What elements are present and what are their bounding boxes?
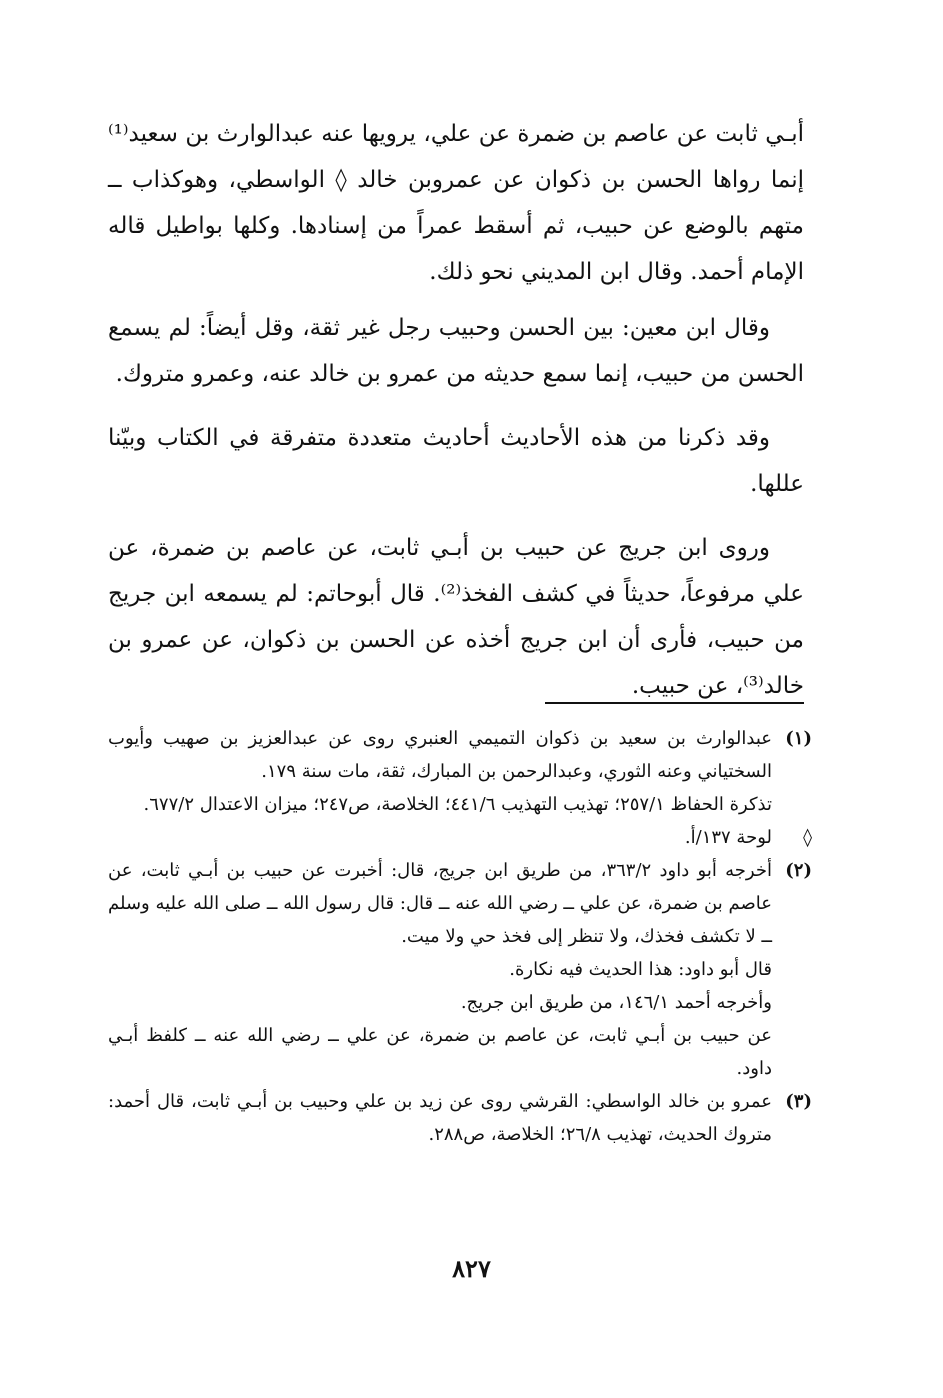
footnote-2-number: (٢) xyxy=(785,860,812,881)
paragraph-4 xyxy=(108,502,804,732)
footnote-1 xyxy=(108,722,812,821)
footnote-2-line: أخرجه أبو داود ٣٦٣/٢، من طريق ابن جريج، قال: أخبرت عن حبيب بن أبـي ثابت، عن عاصم بن ضمرة، عن علي ــ رضي الله عنه ــ قال: قال رسول الله ــ صلى الله عليه وسلم ــ لا تكشف فخذك، ولا تنظر إلى فخذ حي ولا ميت. xyxy=(108,860,772,947)
page-number: ٨٢٧ xyxy=(452,1254,491,1283)
footnote-1-number: (١) xyxy=(785,728,812,749)
footnote-2 xyxy=(108,854,812,1085)
footnote-diamond xyxy=(108,821,812,854)
paragraph-1-text: أبـي ثابت عن عاصم بن ضمرة عن علي، يرويها عنه عبدالوارث بن سعيد⁽¹⁾ إنما رواها الحسن بن ذكوان عن عمروبن خالد ◊ الواسطي، وهوكذاب ــ متهم بالوضع عن حبيب، ثم أسقط عمراً من إسنادها. وكلها بواطيل قاله الإمام أحمد. وقال ابن المديني نحو ذلك. xyxy=(108,121,804,285)
paragraph-4-text: وروى ابن جريج عن حبيب بن أبـي ثابت، عن عاصم بن ضمرة، عن علي مرفوعاً، حديثاً في كشف الفخذ⁽²⁾. قال أبوحاتم: لم يسمعه ابن جريج من حبيب، فأرى أن ابن جريج أخذه عن الحسن بن ذكوان، عن عمرو بن خالد⁽³⁾، عن حبيب. xyxy=(108,535,804,699)
paragraph-2-text: وقال ابن معين: بين الحسن وحبيب رجل غير ثقة، وقل أيضاً: لم يسمع الحسن من حبيب، إنما سمع حديثه من عمرو بن خالد عنه، وعمرو متروك. xyxy=(108,315,804,387)
footnote-3-line: عمرو بن خالد الواسطي: القرشي روى عن زيد بن علي وحبيب بن أبـي ثابت، قال أحمد: متروك الحديث، تهذيب ٢٦/٨؛ الخلاصة، ص٢٨٨. xyxy=(108,1091,772,1145)
paragraph-3-text: وقد ذكرنا من هذه الأحاديث أحاديث متعددة متفرقة في الكتاب وبيّنا عللها. xyxy=(108,425,804,497)
footnote-diamond-line: لوحة ١٣٧/أ. xyxy=(684,827,772,848)
footnote-1-line: تذكرة الحفاظ ٢٥٧/١؛ تهذيب التهذيب ٤٤١/٦؛ الخلاصة، ص٢٤٧؛ ميزان الاعتدال ٦٧٧/٢. xyxy=(143,794,772,815)
diamond-marker-icon: ◊ xyxy=(803,827,812,848)
footnote-divider xyxy=(545,702,804,704)
footnote-2-line: عن حبيب بن أبـي ثابت، عن عاصم بن ضمرة، عن علي ــ رضي الله عنه ــ كلفظ أبـي داود. xyxy=(108,1025,772,1079)
footnote-3-number: (٣) xyxy=(785,1091,812,1112)
footnotes xyxy=(108,722,812,1151)
footnote-1-line: عبدالوارث بن سعيد بن ذكوان التميمي العنبري روى عن عبدالعزيز بن صهيب وأيوب السختياني وعنه الثوري، وعبدالرحمن بن المبارك، ثقة، مات سنة ١٧٩. xyxy=(108,728,772,782)
footnote-2-line: قال أبو داود: هذا الحديث فيه نكارة. xyxy=(509,959,772,980)
footnote-3 xyxy=(108,1085,812,1151)
footnote-2-line: وأخرجه أحمد ١٤٦/١، من طريق ابن جريج. xyxy=(460,992,772,1013)
